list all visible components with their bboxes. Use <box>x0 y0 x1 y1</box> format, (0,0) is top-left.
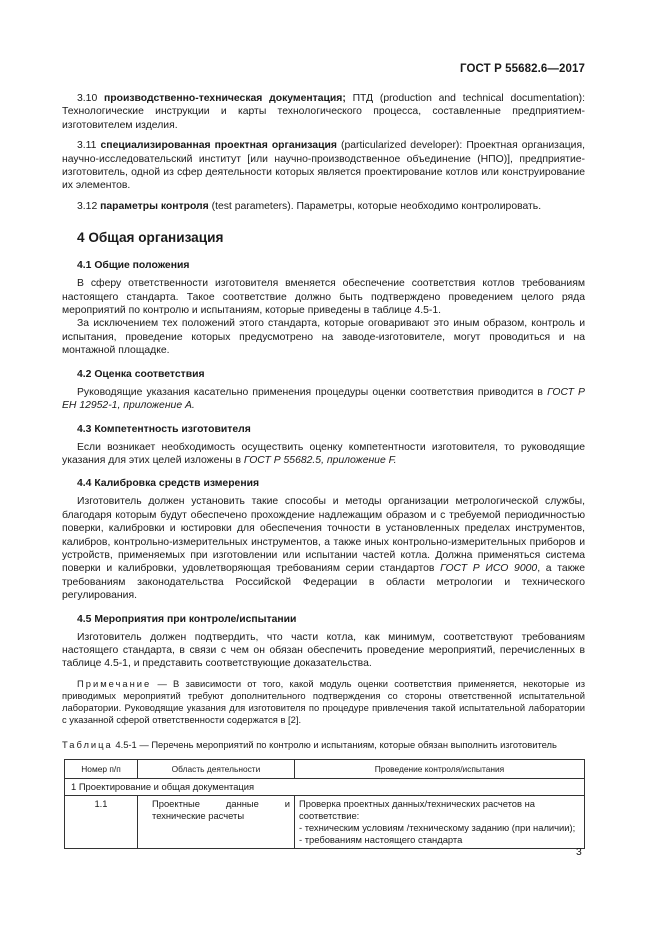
note-block <box>62 678 585 727</box>
definition-3-11 <box>62 139 585 193</box>
section-4-3-paragraph <box>62 441 585 468</box>
section-4-4-paragraph <box>62 495 585 602</box>
row-number-cell: 1.1 <box>65 795 138 848</box>
definition-term: производственно-техническая документация; <box>104 93 346 104</box>
column-header-number: Номер п/п <box>65 759 138 778</box>
inspection-table <box>64 759 585 849</box>
table-group-row <box>65 778 585 795</box>
table-row <box>65 795 585 848</box>
definition-term: параметры контроля <box>100 200 209 212</box>
row-area-text: Проектные данные и технические расчеты <box>152 797 290 821</box>
section-4-5-paragraph: Изготовитель должен подтвердить, что части котла, как минимум, соответствуют требованиям настоящего стандарта, в связи с чем он обязан обеспечить проведение мероприятий, перечисленных в таблице 4.5-1, и представить соответствующие доказательства. <box>62 631 585 670</box>
definition-3-12 <box>62 200 585 213</box>
paragraph-text: Изготовитель должен установить такие способы и методы организации метрологической службы, благодаря которым будут обеспечено прохождение надлежащим образом и с требуемой периодичностью поверки, калибровки и юстировки для обеспечения точности в установленных пределах инструментов, калибров, контрольно-измерительных инструментов, а также иных контрольно-измерительных приборов и устройств, применяемых при изготовлении или испытании частей котла. Должна применяться система поверки и калибровки, удовлетворяющая требованиям серии стандартов <box>62 496 585 575</box>
table-caption-text: 4.5-1 — Перечень мероприятий по контролю и испытаниям, которые обязан выполнить изготовитель <box>112 738 557 750</box>
inspection-line: - требованиям настоящего стандарта <box>299 833 463 845</box>
definition-text: (particularized developer): Проектная организация, научно-исследовательский институт [или научно-производственное объединение (НПО)], предприятие-изготовитель, одной из сфер деятельности которых является проектирование котлов или конструирование их элементов. <box>62 140 585 192</box>
page-content <box>62 92 585 849</box>
section-4-1-paragraph-2: За исключением тех положений этого стандарта, которые оговаривают это иным образом, контроль и испытания, проведение которых предусмотрено на заводе-изготовителе, могут проводиться и на монтажной площадке. <box>62 318 585 357</box>
column-header-inspection: Проведение контроля/испытания <box>295 759 585 778</box>
definition-term: специализированная проектная организация <box>100 140 337 152</box>
page-number: 3 <box>576 847 582 858</box>
group-row-label: 1 Проектирование и общая документация <box>71 780 255 792</box>
note-paragraph <box>62 678 585 727</box>
document-id-header: ГОСТ Р 55682.6—2017 <box>460 63 585 75</box>
table-caption-label: Таблица <box>62 738 113 750</box>
note-label: Примечание <box>77 677 152 689</box>
definition-text: (test parameters). Параметры, которые необходимо контролировать. <box>208 200 542 212</box>
group-row-cell <box>65 778 585 795</box>
standard-reference: ГОСТ Р ИСО 9000 <box>440 563 538 575</box>
inspection-line: - техническим условиям /техническому заданию (при наличии); <box>299 821 576 833</box>
standard-reference: ГОСТ Р ЕН 12952-1, приложение А. <box>62 386 585 412</box>
section-4-2-paragraph <box>62 386 585 413</box>
definition-number: 3.11 <box>77 140 97 152</box>
standard-reference: ГОСТ Р 55682.5, приложение F. <box>243 454 397 466</box>
row-inspection-cell <box>295 795 585 848</box>
definition-number: 3.10 <box>77 93 98 104</box>
note-text: — В зависимости от того, какой модуль оценки соответствия применяется, некоторые из приводимых мероприятий требуют дополнительного подтверждения со стороны ответственной испытательной лаборатории. Руководящие указания для изготовителя по процедуре привлечения такой испытательной лаборатории с указанной сферой ответственности содержатся в [2]. <box>62 677 585 726</box>
row-area-cell <box>138 795 295 848</box>
definition-text: ПТД (production and technical documentation): Технологические инструкции и карты технологического процесса, составленные предприятием-изготовителем изделия. <box>62 93 585 131</box>
section-4-heading: 4 Общая организация <box>77 230 224 246</box>
inspection-line: Проверка проектных данных/технических расчетов на соответствие: <box>299 797 535 821</box>
section-4-3-heading: 4.3 Компетентность изготовителя <box>77 423 251 435</box>
section-4-2-heading: 4.2 Оценка соответствия <box>77 368 205 380</box>
table-header-row <box>65 759 585 778</box>
section-4-5-heading: 4.5 Мероприятия при контроле/испытании <box>77 613 297 625</box>
section-4-1-paragraph-1: В сферу ответственности изготовителя вменяется обеспечение соответствия котлов требованиям настоящего стандарта. Такое соответствие должно быть подтверждено проведением целого ряда мероприятий по контролю и испытаниям, которые приведены в таблице 4.5-1. <box>62 278 585 317</box>
paragraph-text: Руководящие указания касательно применения процедуры оценки соответствия приводится в <box>77 386 548 398</box>
definition-number: 3.12 <box>77 200 98 212</box>
table-caption <box>62 739 585 751</box>
paragraph-text: , а также требованиям законодательства Российской Федерации в области метрологии и технического регулирования. <box>62 563 585 602</box>
section-4-1-heading: 4.1 Общие положения <box>77 260 190 272</box>
column-header-area: Область деятельности <box>138 759 295 778</box>
definition-3-10 <box>62 92 585 132</box>
section-4-4-heading: 4.4 Калибровка средств измерения <box>77 478 260 490</box>
paragraph-text: Если возникает необходимость осуществить оценку компетентности изготовителя, то руководящие указания для этих целей изложены в <box>62 441 585 466</box>
